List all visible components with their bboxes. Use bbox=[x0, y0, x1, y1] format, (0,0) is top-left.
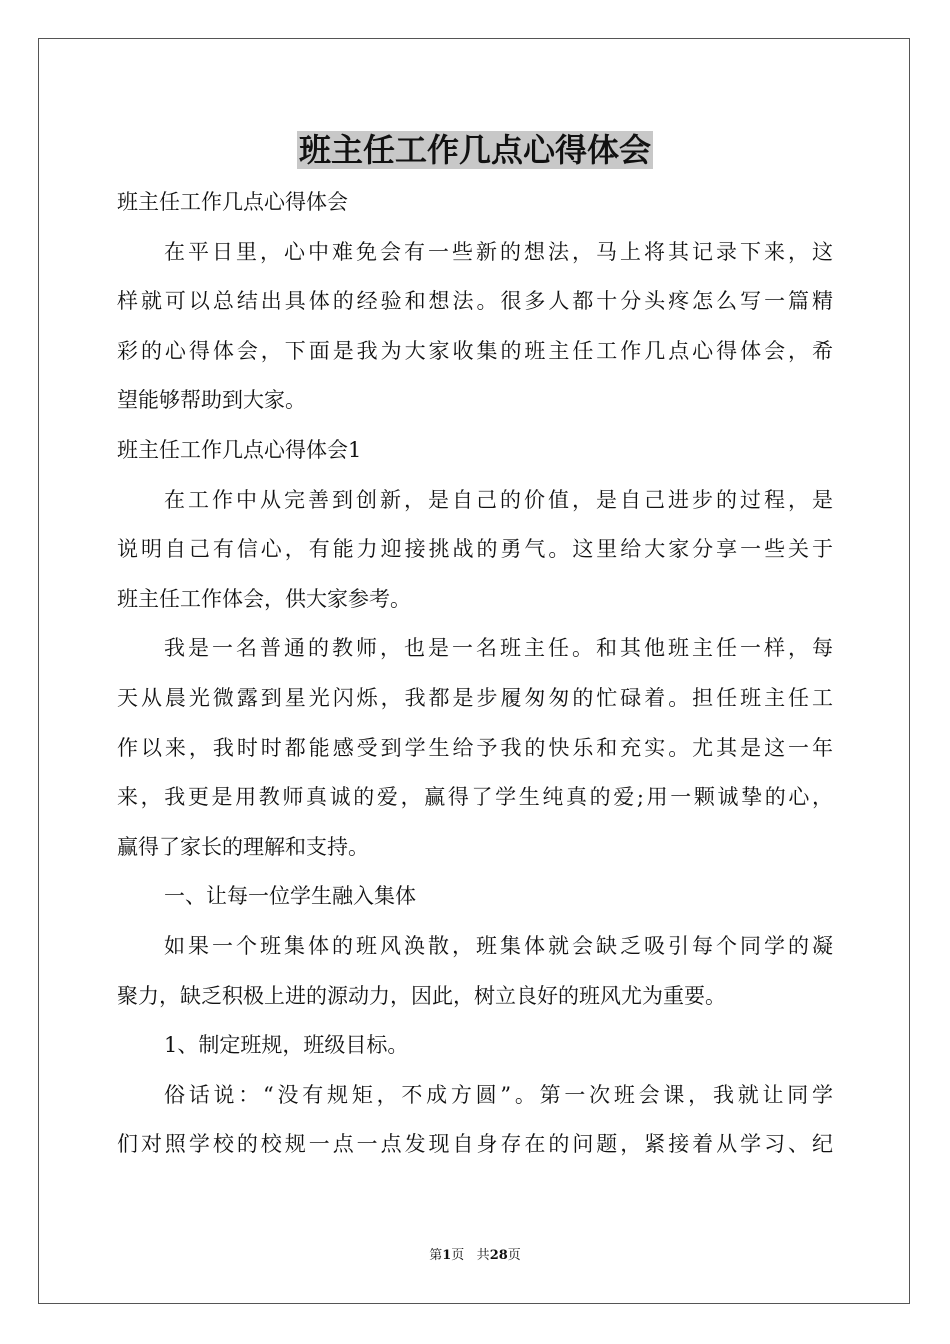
section-heading: 班主任工作几点心得体会1 bbox=[117, 437, 362, 462]
paragraph-line: 们对照学校的校规一点一点发现自身存在的问题，紧接着从学习、纪 bbox=[117, 1132, 833, 1157]
paragraph-line: 聚力，缺乏积极上进的源动力，因此，树立良好的班风尤为重要。 bbox=[117, 983, 726, 1008]
paragraph-line: 班主任工作体会，供大家参考。 bbox=[117, 586, 411, 611]
paragraph-line: 在工作中从完善到创新，是自己的价值，是自己进步的过程，是 bbox=[164, 487, 833, 512]
total-unit: 页 bbox=[507, 1248, 521, 1263]
subtitle-line: 班主任工作几点心得体会 bbox=[117, 190, 348, 214]
paragraph-line: 作以来，我时时都能感受到学生给予我的快乐和充实。尤其是这一年 bbox=[117, 735, 833, 760]
paragraph-line: 在平日里，心中难免会有一些新的想法，马上将其记录下来，这 bbox=[164, 239, 833, 264]
subheading-line: 1、制定班规，班级目标。 bbox=[164, 1033, 409, 1058]
paragraph-line: 来，我更是用教师真诚的爱，赢得了学生纯真的爱;用一颗诚挚的心， bbox=[117, 785, 833, 810]
page-number: 1 bbox=[442, 1248, 452, 1263]
page-prefix: 第 bbox=[429, 1248, 443, 1263]
paragraph-line: 赢得了家长的理解和支持。 bbox=[117, 834, 369, 859]
paragraph-line: 彩的心得体会，下面是我为大家收集的班主任工作几点心得体会，希 bbox=[117, 338, 833, 363]
total-pages: 28 bbox=[489, 1248, 508, 1263]
subheading-line: 一、让每一位学生融入集体 bbox=[164, 884, 416, 909]
document-body bbox=[117, 178, 833, 1170]
paragraph-line: 俗话说：“没有规矩，不成方圆”。第一次班会课，我就让同学 bbox=[164, 1082, 833, 1107]
document-title bbox=[0, 128, 950, 172]
paragraph-line: 说明自己有信心，有能力迎接挑战的勇气。这里给大家分享一些关于 bbox=[117, 537, 833, 562]
paragraph-line: 望能够帮助到大家。 bbox=[117, 388, 306, 413]
total-prefix: 共 bbox=[476, 1248, 490, 1263]
paragraph-line: 天从晨光微露到星光闪烁，我都是步履匆匆的忙碌着。担任班主任工 bbox=[117, 685, 833, 710]
page-footer bbox=[0, 1246, 950, 1266]
page-unit: 页 bbox=[451, 1248, 465, 1263]
document-title-text: 班主任工作几点心得体会 bbox=[298, 131, 651, 169]
paragraph-line: 如果一个班集体的班风涣散，班集体就会缺乏吸引每个同学的凝 bbox=[164, 933, 833, 958]
paragraph-line: 我是一名普通的教师，也是一名班主任。和其他班主任一样，每 bbox=[164, 636, 833, 661]
paragraph-line: 样就可以总结出具体的经验和想法。很多人都十分头疼怎么写一篇精 bbox=[117, 289, 833, 314]
